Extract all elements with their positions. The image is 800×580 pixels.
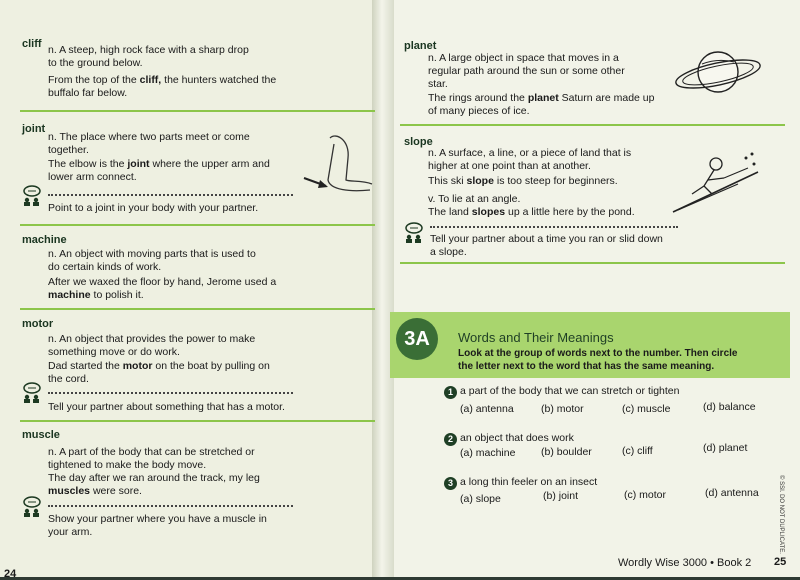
- example-slope: This ski slope is too steep for beginners.: [428, 175, 618, 187]
- option-a[interactable]: (a) antenna: [460, 403, 514, 415]
- arm-illustration: [300, 130, 380, 200]
- entry-word-planet: planet: [404, 40, 437, 52]
- talk-prompt-joint: Point to a joint in your body with your partner.: [48, 202, 259, 214]
- option-c[interactable]: (c) cliff: [622, 445, 653, 457]
- option-a[interactable]: (a) slope: [460, 493, 501, 505]
- dotted-rule: [430, 226, 678, 228]
- book-gutter: [372, 0, 394, 577]
- partner-talk-icon: [22, 496, 42, 518]
- definition-muscle: n. A part of the body that can be stretched or tightened to make the body move.: [48, 446, 255, 471]
- exercise-title: Words and Their Meanings: [458, 330, 614, 345]
- divider: [20, 308, 375, 310]
- divider: [20, 420, 375, 422]
- entry-word-joint: joint: [22, 123, 46, 135]
- copyright-notice: © SSI. DO NOT DUPLICATE.: [778, 475, 784, 554]
- item-number: 2: [444, 433, 457, 446]
- item-stem: a long thin feeler on an insect: [460, 476, 598, 488]
- option-b[interactable]: (b) motor: [541, 403, 584, 415]
- item-number: 3: [444, 477, 457, 490]
- skier-illustration: [668, 150, 768, 220]
- entry-word-cliff: cliff: [22, 38, 42, 50]
- entry-word-machine: machine: [22, 234, 67, 246]
- example-cliff: From the top of the cliff, the hunters watched the buffalo far below.: [48, 74, 277, 99]
- option-d[interactable]: (d) antenna: [705, 487, 759, 499]
- definition-motor: n. An object that provides the power to make something move or do work.: [48, 333, 256, 358]
- definition-slope: n. A surface, a line, or a piece of land that is higher at one point than at another.: [428, 147, 632, 172]
- entry-word-muscle: muscle: [22, 429, 60, 441]
- entry-word-slope: slope: [404, 136, 433, 148]
- option-b[interactable]: (b) boulder: [541, 446, 592, 458]
- example-machine: After we waxed the floor by hand, Jerome used a machine to polish it.: [48, 276, 277, 301]
- dotted-rule: [48, 505, 293, 507]
- divider: [400, 124, 785, 126]
- partner-talk-icon: [404, 222, 424, 244]
- option-d[interactable]: (d) balance: [703, 401, 756, 413]
- page-number-right: 25: [774, 556, 787, 568]
- verb-definition-slope: v. To lie at an angle.: [428, 193, 521, 205]
- talk-prompt-motor: Tell your partner about something that has a motor.: [48, 401, 285, 413]
- dotted-rule: [48, 194, 293, 196]
- example-muscle: The day after we ran around the track, my leg muscles were sore.: [48, 472, 260, 497]
- dotted-rule: [48, 392, 293, 394]
- partner-talk-icon: [22, 382, 42, 404]
- entry-word-motor: motor: [22, 318, 54, 330]
- divider: [400, 262, 785, 264]
- divider: [20, 110, 375, 112]
- option-c[interactable]: (c) muscle: [622, 403, 671, 415]
- option-d[interactable]: (d) planet: [703, 442, 748, 454]
- talk-prompt-muscle: Show your partner where you have a muscle in your arm.: [48, 513, 267, 538]
- definition-planet: n. A large object in space that moves in a regular path around the sun or some other star.: [428, 52, 625, 90]
- page-number-left: 24: [4, 568, 17, 580]
- verb-example-slope: The land slopes up a little here by the pond.: [428, 206, 635, 218]
- example-motor: Dad started the motor on the boat by pulling on the cord.: [48, 360, 270, 385]
- option-a[interactable]: (a) machine: [460, 447, 516, 459]
- talk-prompt-slope: Tell your partner about a time you ran or slid down a slope.: [430, 233, 663, 258]
- exercise-badge: 3A: [396, 318, 438, 360]
- item-number: 1: [444, 386, 457, 399]
- example-joint: The elbow is the joint where the upper arm and lower arm connect.: [48, 158, 270, 183]
- option-b[interactable]: (b) joint: [543, 490, 579, 502]
- item-stem: an object that does work: [460, 432, 574, 444]
- partner-talk-icon: [22, 185, 42, 207]
- definition-joint: n. The place where two parts meet or come together.: [48, 131, 250, 156]
- footer-series-title: Wordly Wise 3000 • Book 2: [618, 557, 752, 569]
- definition-cliff: n. A steep, high rock face with a sharp drop to the ground below.: [48, 44, 249, 69]
- example-planet: The rings around the planet Saturn are made up of many pieces of ice.: [428, 92, 655, 117]
- divider: [20, 224, 375, 226]
- definition-machine: n. An object with moving parts that is used to do certain kinds of work.: [48, 248, 256, 273]
- item-stem: a part of the body that we can stretch or tighten: [460, 385, 680, 397]
- exercise-instructions: Look at the group of words next to the number. Then circle the letter next to the word that has the same meaning.: [458, 348, 738, 372]
- option-c[interactable]: (c) motor: [624, 489, 666, 501]
- saturn-illustration: [672, 40, 764, 104]
